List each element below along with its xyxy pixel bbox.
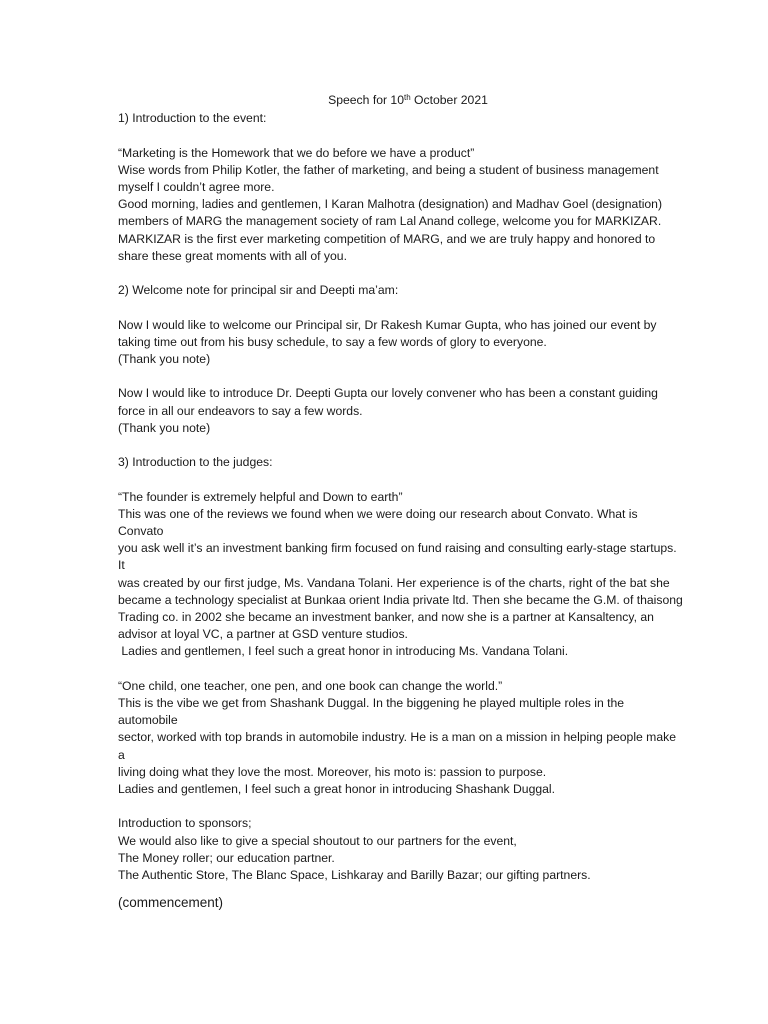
judge2-quote: “One child, one teacher, one pen, and one book can change the world.” [118,678,503,693]
kotler-quote: “Marketing is the Homework that we do before we have a product” [118,145,475,160]
section-heading-welcome: 2) Welcome note for principal sir and Deepti ma’am: [118,283,399,298]
text-line: share these great moments with all of you. [118,248,347,263]
text-line: Ladies and gentlemen, I feel such a great honor in introducing Shashank Duggal. [118,782,556,797]
text-line: living doing what they love the most. Moreover, his moto is: passion to purpose. [118,764,547,779]
text-line: The Money roller; our education partner. [118,850,335,865]
speech-document [118,92,684,911]
section-heading-event: 1) Introduction to the event: [118,111,267,126]
text-line: Now I would like to welcome our Principal sir, Dr Rakesh Kumar Gupta, who has joined our event by [118,317,657,332]
text-line: MARKIZAR is the first ever marketing competition of MARG, and we are truly happy and honored to [118,231,656,246]
text-line: This was one of the reviews we found when we were doing our research about Convato. What is Convato [118,506,638,538]
text-line: Now I would like to introduce Dr. Deepti Gupta our lovely convener who has been a constant guiding [118,386,658,401]
section-heading-judges: 3) Introduction to the judges: [118,455,273,470]
text-line: was created by our first judge, Ms. Vandana Tolani. Her experience is of the charts, right of the bat she [118,575,670,590]
closing-note: (commencement) [118,895,224,911]
text-line: Good morning, ladies and gentlemen, I Karan Malhotra (designation) and Madhav Goel (designation) [118,197,663,212]
document-title: Speech for 10th October 2021 [328,93,488,107]
text-line: you ask well it’s an investment banking firm focused on fund raising and consulting early-stage startups. It [118,541,677,573]
text-line: Trading co. in 2002 she became an investment banker, and now she is a partner at Kansaltency, an [118,610,654,624]
text-line: Wise words from Philip Kotler, the father of marketing, and being a student of business management [118,162,659,177]
text-line: became a technology specialist at Bunkaa orient India private ltd. Then she became the G.M. of thaisong [118,592,683,607]
text-line: sector, worked with top brands in automobile industry. He is a man on a mission in helping people make a [118,730,676,762]
text-line: force in all our endeavors to say a few words. [118,403,363,418]
text-line: taking time out from his busy schedule, to say a few words of glory to everyone. [118,334,547,349]
text-line: We would also like to give a special shoutout to our partners for the event, [118,833,517,848]
thank-you-note: (Thank you note) [118,420,211,435]
text-line: advisor at loyal VC, a partner at GSD venture studios. [118,627,408,642]
judge1-quote: “The founder is extremely helpful and Down to earth” [118,489,403,504]
thank-you-note: (Thank you note) [118,352,211,366]
text-line: Ladies and gentlemen, I feel such a great honor in introducing Ms. Vandana Tolani. [118,644,569,659]
text-line: This is the vibe we get from Shashank Duggal. In the biggening he played multiple roles in the automobile [118,696,625,728]
text-line: myself I couldn’t agree more. [118,180,275,194]
sponsors-heading: Introduction to sponsors; [118,816,252,831]
text-line: The Authentic Store, The Blanc Space, Lishkaray and Barilly Bazar; our gifting partners. [118,868,591,883]
text-line: members of MARG the management society of ram Lal Anand college, welcome you for MARKIZAR. [118,214,662,229]
